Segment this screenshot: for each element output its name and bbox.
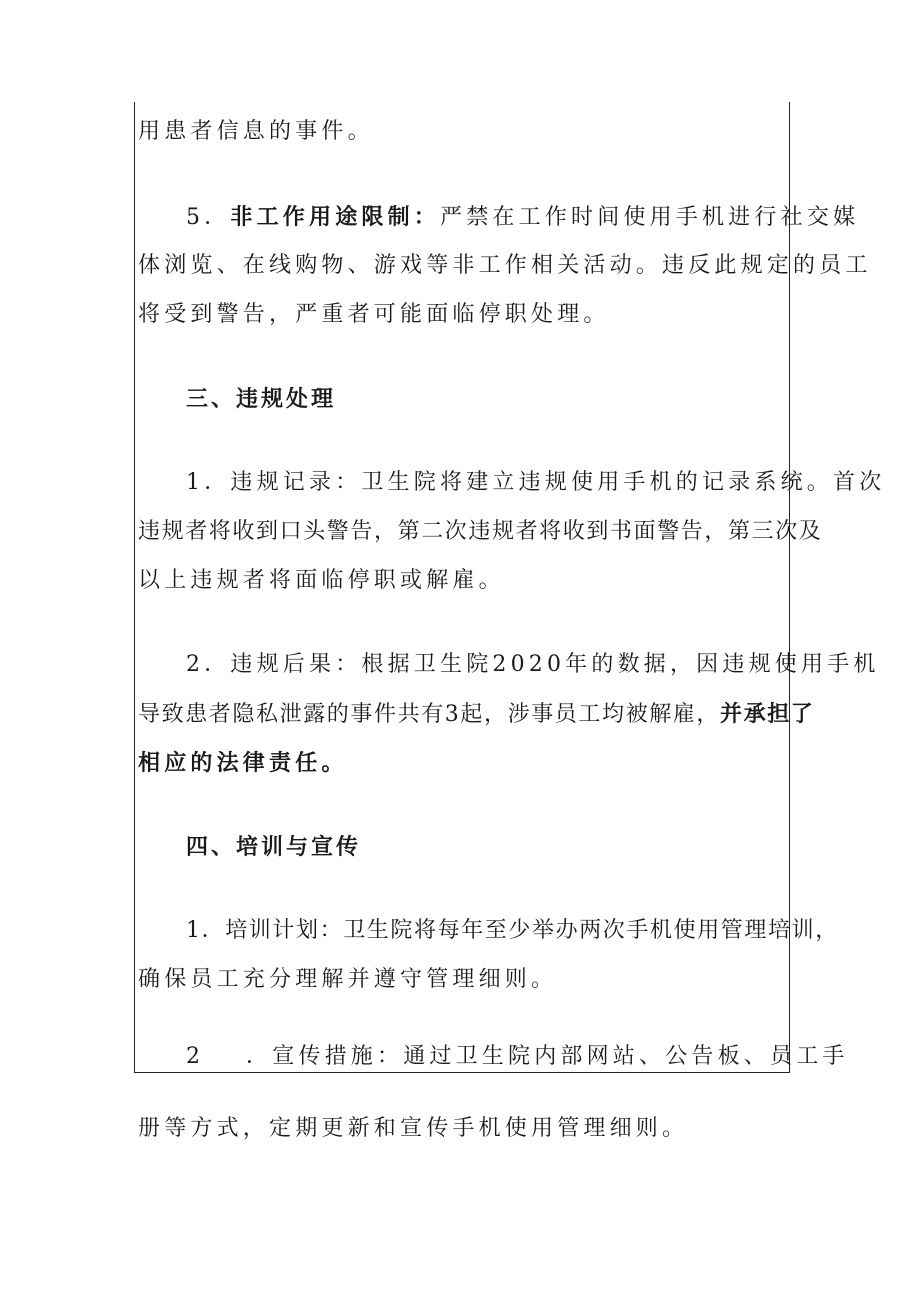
training-1-line-2: 确保员工充分理解并遵守管理细则。: [138, 967, 558, 992]
violation-1-line-3: 以上违规者将面临停职或解雇。: [138, 568, 505, 593]
line-text: 导致患者隐私泄露的事件共有3起，涉事员工均被解雇，: [138, 702, 720, 727]
training-1-line-1: 1．培训计划：卫生院将每年至少举办两次手机使用管理培训，: [186, 918, 839, 943]
continuation-line: 册等方式，定期更新和宣传手机使用管理细则。: [138, 1116, 689, 1141]
training-2-line-1: ．宣传措施：通过卫生院内部网站、公告板、员工手: [246, 1044, 849, 1069]
text-line: 用患者信息的事件。: [138, 119, 374, 144]
item-number: 5．: [186, 205, 231, 230]
paragraph-5-line-2: 体浏览、在线购物、游戏等非工作相关活动。违反此规定的员工: [138, 253, 872, 278]
paragraph-5-line-1: [186, 202, 859, 233]
item-text: 严禁在工作时间使用手机进行社交媒: [440, 205, 860, 230]
paragraph-5-line-3: 将受到警告，严重者可能面临停职处理。: [138, 302, 610, 327]
violation-2-line-3: 相应的法律责任。: [138, 750, 348, 776]
violation-1-line-2: 违规者将收到口头警告，第二次违规者将收到书面警告，第三次及: [138, 519, 823, 544]
section-heading-4: 四、培训与宣传: [186, 834, 362, 860]
item-title: 非工作用途限制：: [230, 204, 441, 230]
violation-2-line-2: [138, 699, 814, 730]
violation-2-line-1: 2．违规后果：根据卫生院2020年的数据，因违规使用手机: [186, 652, 880, 677]
section-heading-3: 三、违规处理: [186, 386, 337, 412]
bold-text: 并承担了: [720, 701, 815, 727]
training-2-number: 2: [186, 1044, 205, 1069]
violation-1-line-1: 1．违规记录：卫生院将建立违规使用手机的记录系统。首次: [186, 470, 886, 495]
